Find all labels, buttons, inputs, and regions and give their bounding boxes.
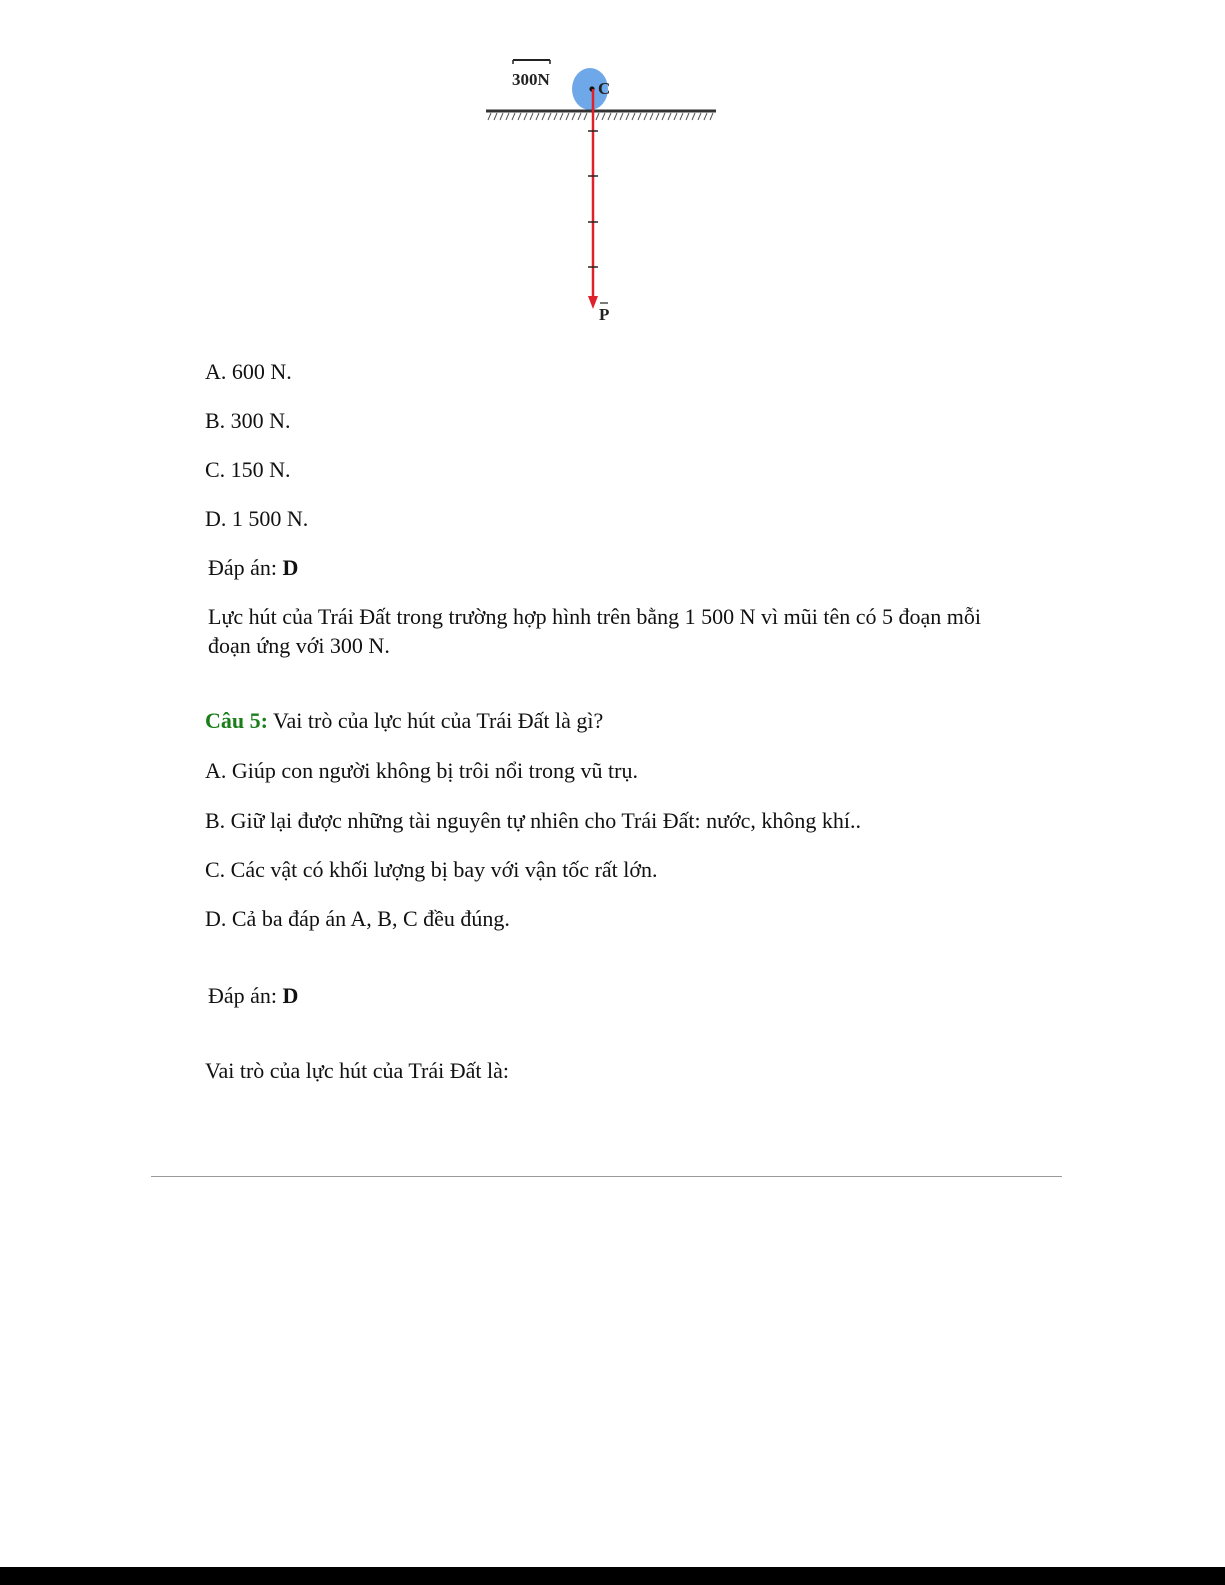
q4-option-a: A. 600 N. (205, 359, 292, 384)
q4-option-d: D. 1 500 N. (205, 506, 309, 531)
q5-option-b: B. Giữ lại được những tài nguyên tự nhiên cho Trái Đất: nước, không khí.. (205, 808, 862, 833)
point-c-label: C (598, 79, 611, 98)
page-bottom-bar (0, 1567, 1225, 1585)
force-diagram (480, 52, 730, 332)
q5-answer (208, 982, 298, 1010)
ground-hatch (488, 113, 713, 120)
q5-answer-value: D (282, 983, 299, 1008)
q5-label: Câu 5: (205, 708, 268, 733)
q4-answer (208, 554, 298, 582)
scale-label: 300N (512, 70, 550, 89)
vector-label: P (599, 305, 610, 324)
q5-option-a: A. Giúp con người không bị trôi nổi trong vũ trụ. (205, 758, 638, 783)
weight-arrowhead (588, 296, 598, 309)
q4-explanation: Lực hút của Trái Đất trong trường hợp hình trên bằng 1 500 N vì mũi tên có 5 đoạn mỗi đoạn ứng với 300 N. (208, 604, 982, 658)
q5-option-d: D. Cả ba đáp án A, B, C đều đúng. (205, 906, 510, 931)
q5-explanation-start: Vai trò của lực hút của Trái Đất là: (205, 1058, 509, 1083)
q4-option-b: B. 300 N. (205, 408, 291, 433)
q4-option-c: C. 150 N. (205, 457, 291, 482)
q5-question (205, 707, 603, 735)
q5-question-text: Vai trò của lực hút của Trái Đất là gì? (267, 708, 604, 733)
q4-answer-prefix: Đáp án: (208, 555, 283, 580)
q4-answer-value: D (282, 555, 299, 580)
page-divider (151, 1176, 1062, 1177)
q5-answer-prefix: Đáp án: (208, 983, 283, 1008)
q5-option-c: C. Các vật có khối lượng bị bay với vận tốc rất lớn. (205, 857, 658, 882)
